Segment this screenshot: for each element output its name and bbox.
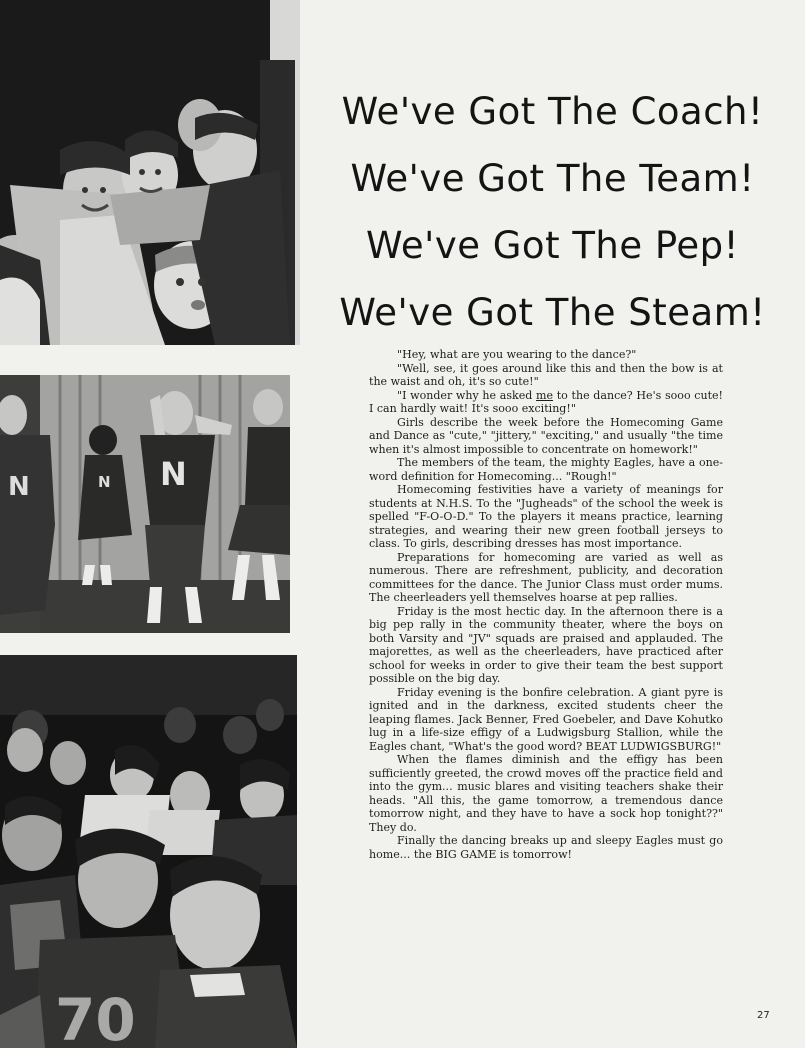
photo-cheering-boys	[0, 0, 300, 345]
paragraph: Homecoming festivities have a variety of meanings for students at N.H.S. To the "Jugheads" of the school the week is spelled "F-O-O-D." To the players it means practice, learning strategies, and wearing their new green football jerseys to class. To girls, describing dresses has most importance.	[369, 483, 723, 550]
headline-pep: We've Got The Pep!	[365, 224, 739, 267]
paragraph: "Hey, what are you wearing to the dance?"	[397, 348, 637, 361]
svg-text:N: N	[8, 472, 30, 502]
photo-cheerleaders	[0, 375, 290, 633]
headline-team: We've Got The Team!	[350, 157, 755, 200]
headline-coach: We've Got The Coach!	[341, 90, 764, 133]
article-body	[369, 348, 723, 861]
svg-text:70: 70	[55, 986, 136, 1048]
paragraph: Girls describe the week before the Homecoming Game and Dance as "cute," "jittery," "exciting," and usually "the time when it's almost impossible to concentrate on homework!"	[369, 415, 723, 456]
page-number: 27	[757, 1010, 770, 1021]
paragraph: The members of the team, the mighty Eagles, have a one-word definition for Homecoming... "Rough!"	[369, 456, 723, 483]
paragraph: When the flames diminish and the effigy has been sufficiently greeted, the crowd moves off the practice field and into the gym... music blares and visiting teachers shake their heads. "All this, the game tomorrow, a tremendous dance tomorrow night, and they have to have a sock hop tonight??" They do.	[369, 753, 723, 834]
paragraph: Friday evening is the bonfire celebration. A giant pyre is ignited and in the darkness, excited students cheer the leaping flames. Jack Benner, Fred Goebeler, and Dave Kohutko lug in a life-size effigy of a Ludwigsburg Stallion, while the Eagles chant, "What's the good word? BEAT LUDWIGSBURG!"	[369, 685, 723, 753]
text-span: to the dance? He's sooo cute! I can hardly wait! It's sooo exciting!"	[369, 388, 723, 415]
svg-text:N: N	[160, 455, 187, 493]
paragraph: "Well, see, it goes around like this and then the bow is at the waist and oh, it's so cute!"	[369, 361, 723, 388]
paragraph: Preparations for homecoming are varied as well as numerous. There are refreshment, publicity, and decoration committees for the dance. The Junior Class must order mums. The cheerleaders yell themselves hoarse at pep rallies.	[369, 550, 723, 604]
paragraph	[369, 389, 723, 416]
headline-block	[330, 78, 775, 346]
paragraph: Friday is the most hectic day. In the afternoon there is a big pep rally in the community theater, where the boys on both Varsity and "JV" squads are praised and applauded. The majorettes, as well as the cheerleaders, have practiced after school for weeks in order to give their team the best support possible on the big day.	[369, 604, 723, 685]
photo-audience	[0, 655, 297, 1048]
svg-text:N: N	[98, 473, 111, 491]
underlined-word: me	[536, 388, 554, 402]
headline-steam: We've Got The Steam!	[339, 291, 766, 334]
paragraph: Finally the dancing breaks up and sleepy Eagles must go home... the BIG GAME is tomorrow!	[369, 834, 723, 861]
text-span: "I wonder why he asked	[397, 388, 537, 402]
